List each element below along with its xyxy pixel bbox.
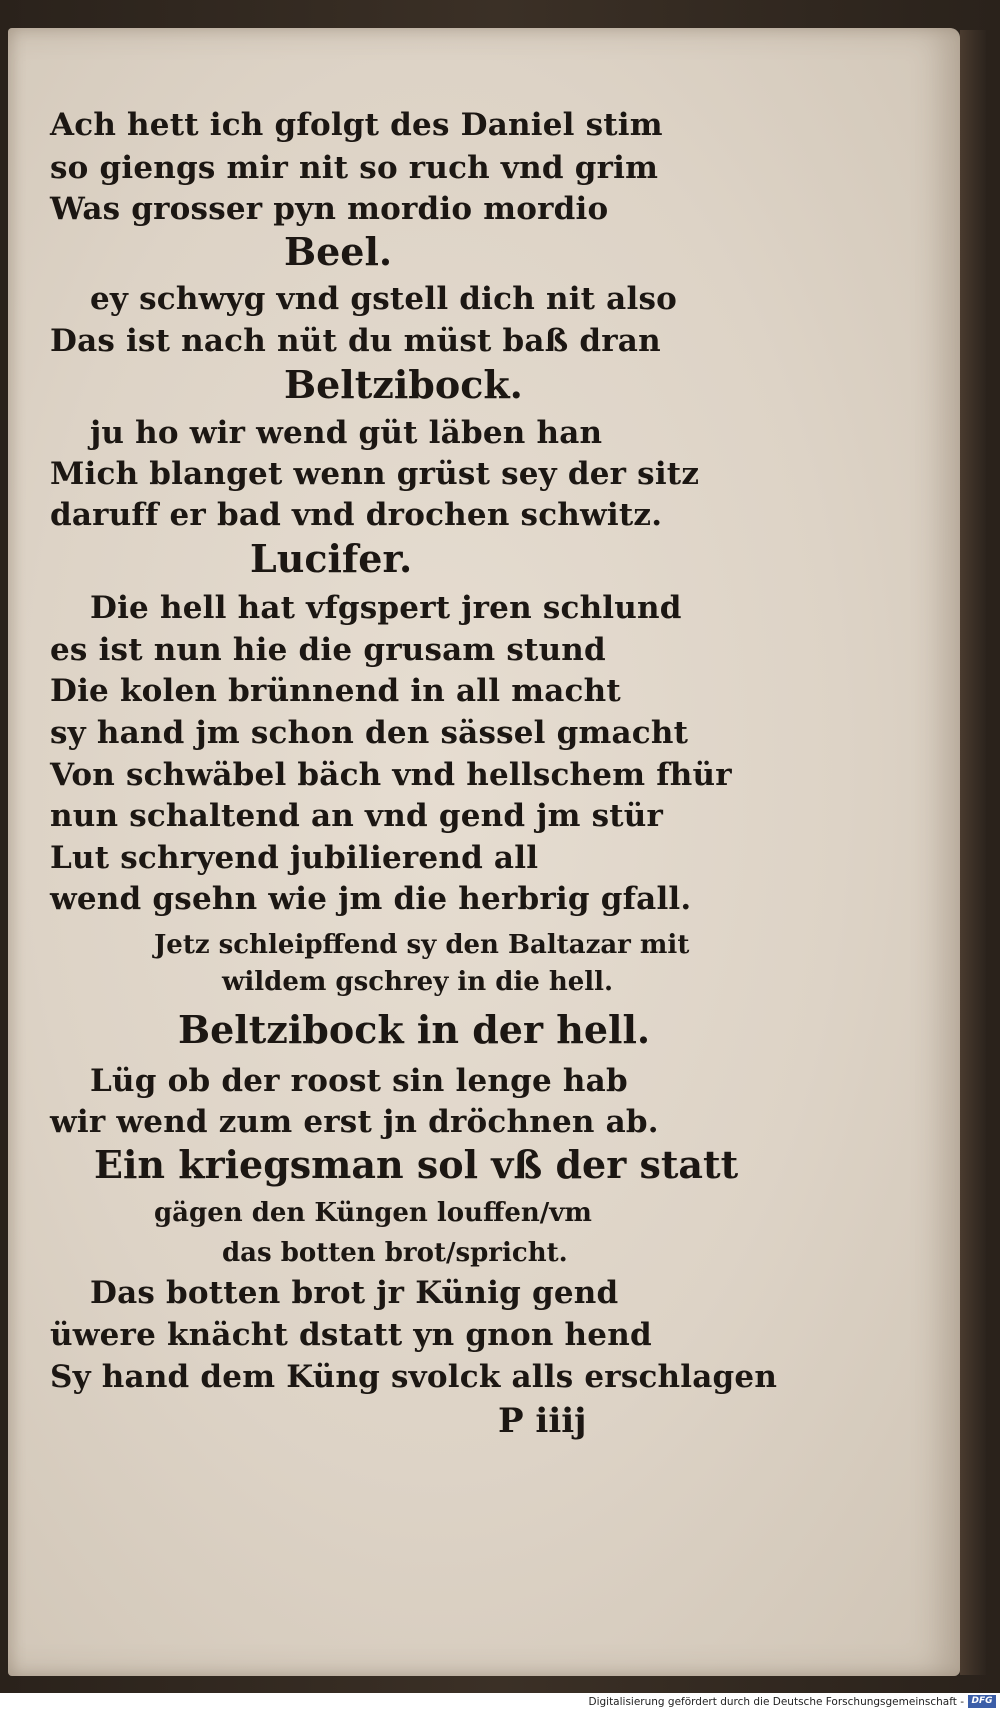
stage-direction: gägen den Küngen louffen/vm (154, 1198, 592, 1228)
stage-heading: Ein kriegsman sol vß der statt (94, 1142, 739, 1187)
signature-mark: P iiij (498, 1401, 587, 1441)
verse-line: nun schaltend an vnd gend jm stür (50, 798, 664, 834)
book-page (8, 28, 960, 1676)
verse-line: so giengs mir nit so ruch vnd grim (50, 150, 659, 186)
verse-line: Sy hand dem Küng svolck alls erschlagen (50, 1359, 778, 1395)
verse-line: Das botten brot jr Künig gend (90, 1275, 619, 1311)
verse-line: Die kolen brünnend in all macht (50, 673, 621, 709)
verse-line: Ach hett ich gfolgt des Daniel stim (50, 107, 663, 143)
verse-line: Das ist nach nüt du müst baß dran (50, 323, 661, 359)
verse-line: Die hell hat vfgspert jren schlund (90, 590, 682, 626)
speaker-heading: Beltzibock in der hell. (178, 1007, 651, 1052)
speaker-heading: Beel. (284, 229, 393, 274)
verse-line: wir wend zum erst jn dröchnen ab. (50, 1104, 659, 1140)
verse-line: Lüg ob der roost sin lenge hab (90, 1063, 628, 1099)
verse-line: Mich blanget wenn grüst sey der sitz (50, 456, 700, 492)
dfg-logo: DFG (968, 1695, 996, 1708)
page-edge (960, 30, 986, 1675)
verse-line: Lut schryend jubilierend all (50, 840, 539, 876)
stage-direction: das botten brot/spricht. (222, 1238, 568, 1268)
stage-direction: Jetz schleipffend sy den Baltazar mit (154, 930, 690, 960)
stage-direction: wildem gschrey in die hell. (222, 967, 614, 997)
verse-line: daruff er bad vnd drochen schwitz. (50, 497, 663, 533)
verse-line: ju ho wir wend güt läben han (90, 415, 603, 451)
footer-credit: Digitalisierung gefördert durch die Deutsche Forschungsgemeinschaft - (588, 1696, 964, 1708)
verse-line: sy hand jm schon den sässel gmacht (50, 715, 689, 751)
verse-line: ey schwyg vnd gstell dich nit also (90, 281, 677, 317)
verse-line: Was grosser pyn mordio mordio (50, 191, 609, 227)
speaker-heading: Lucifer. (250, 536, 413, 581)
speaker-heading: Beltzibock. (284, 362, 523, 407)
verse-line: es ist nun hie die grusam stund (50, 632, 606, 668)
verse-line: Von schwäbel bäch vnd hellschem fhür (50, 757, 732, 793)
verse-line: wend gsehn wie jm die herbrig gfall. (50, 881, 692, 917)
verse-line: üwere knächt dstatt yn gnon hend (50, 1317, 652, 1353)
